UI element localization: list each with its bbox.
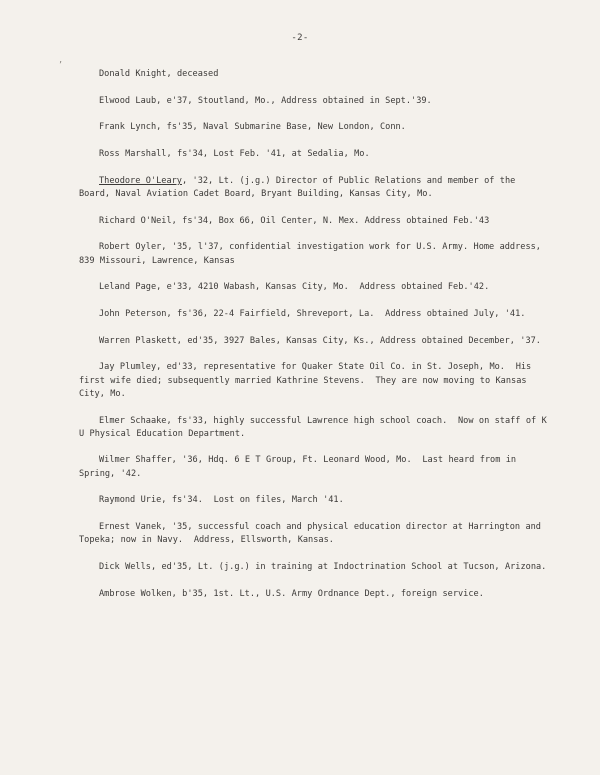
entry-paragraph bbox=[79, 561, 549, 574]
entry-text: , '32, Lt. (j.g.) Director of Public Relations and member of the Board, Naval Aviation Cadet Board, Bryant Building, Kansas City, Mo. bbox=[79, 175, 521, 200]
entry-text: Dick Wells, ed'35, Lt. (j.g.) in training at Indoctrination School at Tucson, Arizona. bbox=[99, 561, 547, 572]
entry-paragraph bbox=[79, 68, 549, 81]
underlined-name: Theodore O'Leary bbox=[99, 175, 182, 186]
entry-text: Ambrose Wolken, b'35, 1st. Lt., U.S. Army Ordnance Dept., foreign service. bbox=[99, 588, 484, 599]
entry-text: Elwood Laub, e'37, Stoutland, Mo., Address obtained in Sept.'39. bbox=[99, 95, 432, 106]
entry-paragraph bbox=[79, 335, 549, 348]
page-number: -2- bbox=[291, 33, 309, 43]
entry-paragraph bbox=[79, 521, 549, 547]
entry-text: Wilmer Shaffer, '36, Hdq. 6 E T Group, Ft. Leonard Wood, Mo. Last heard from in Spring, '42. bbox=[79, 455, 522, 479]
entry-text: Ross Marshall, fs'34, Lost Feb. '41, at Sedalia, Mo. bbox=[99, 149, 370, 160]
entry-paragraph bbox=[79, 241, 549, 267]
entry-list bbox=[79, 68, 553, 614]
entry-paragraph bbox=[79, 95, 549, 108]
entry-paragraph bbox=[79, 454, 549, 480]
pencil-mark-icon: ’ bbox=[58, 60, 63, 69]
entry-text: Ernest Vanek, '35, successful coach and physical education director at Harrington and Topeka; now in Navy. Address, Ellsworth, Kansas. bbox=[79, 522, 547, 546]
entry-text: Richard O'Neil, fs'34, Box 66, Oil Center, N. Mex. Address obtained Feb.'43 bbox=[99, 215, 490, 226]
entry-paragraph bbox=[79, 308, 549, 321]
entry-text: John Peterson, fs'36, 22-4 Fairfield, Shreveport, La. Address obtained July, '41. bbox=[99, 309, 526, 320]
entry-text: Robert Oyler, '35, l'37, confidential investigation work for U.S. Army. Home address, 839 Missouri, Lawrence, Kansas bbox=[79, 242, 547, 266]
entry-paragraph bbox=[79, 215, 549, 228]
entry-paragraph bbox=[79, 281, 549, 294]
entry-paragraph bbox=[79, 121, 549, 134]
entry-text: Raymond Urie, fs'34. Lost on files, March '41. bbox=[99, 495, 344, 506]
entry-paragraph bbox=[79, 415, 553, 441]
entry-paragraph bbox=[79, 175, 549, 201]
entry-paragraph bbox=[79, 494, 549, 507]
entry-text: Jay Plumley, ed'33, representative for Quaker State Oil Co. in St. Joseph, Mo. His first wife died; subsequently married Kathrine Stevens. They are now moving to Kansas City, Mo. bbox=[79, 362, 537, 399]
entry-text: Warren Plaskett, ed'35, 3927 Bales, Kansas City, Ks., Address obtained December, '37. bbox=[99, 335, 541, 346]
entry-paragraph bbox=[79, 588, 549, 601]
entry-text: Donald Knight, deceased bbox=[99, 69, 219, 79]
entry-paragraph bbox=[79, 361, 549, 401]
entry-text: Leland Page, e'33, 4210 Wabash, Kansas City, Mo. Address obtained Feb.'42. bbox=[99, 282, 490, 293]
entry-text: Frank Lynch, fs'35, Naval Submarine Base, New London, Conn. bbox=[99, 122, 406, 133]
entry-text: Elmer Schaake, fs'33, highly successful Lawrence high school coach. Now on staff of K U Physical Education Department. bbox=[79, 415, 553, 439]
entry-paragraph bbox=[79, 148, 549, 161]
